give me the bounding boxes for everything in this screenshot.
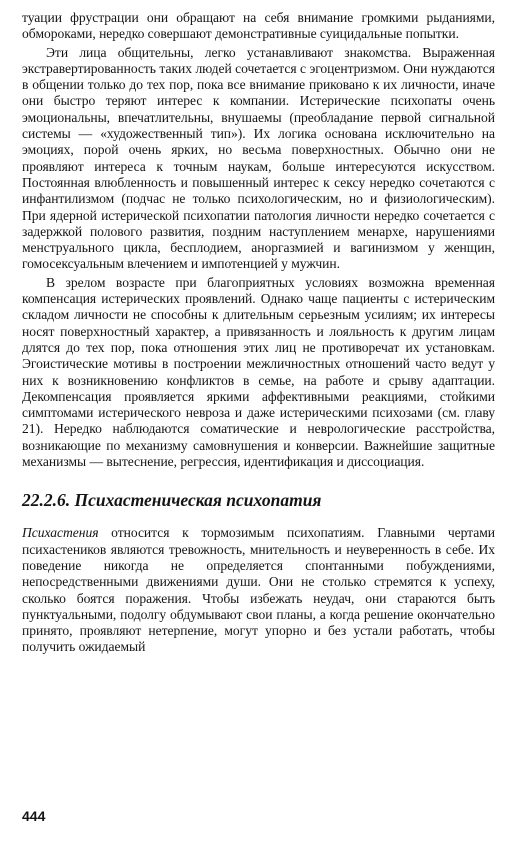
section-heading: 22.2.6. Психастеническая психопатия: [22, 490, 322, 511]
page-number: 444: [22, 808, 46, 824]
book-page: [22, 10, 495, 656]
paragraph-sociability: Эти лица общительны, легко устанавливают знакомства. Выраженная экстравертированность таких людей сочетается с эгоцентризмом. Они нуждаются в общении только до тех пор, пока все внимание приковано к их личности, иначе они быстро теряют интерес к компании. Истерические психопаты очень эмоциональны, впечатлительны, внушаемы (преобладание первой сигнальной системы — «художественный тип»). Их логика основана исключительно на эмоциях, порой очень ярких, но весьма поверхностных. Обычно они не проявляют интереса к точным наукам, больше интересуются искусством. Постоянная влюбленность и повышенный интерес к сексу нередко сочетаются с инфантилизмом (подчас не только психологическим, но и физиологическим). При ядерной истерической психопатии патология личности нередко сочетается с задержкой полового развития, поздним наступлением менархе, нарушениями менструального цикла, бесплодием, аноргазмией и вагинизмом у женщин, гомосексуальным влечением и импотенцией у мужчин.: [22, 44, 495, 272]
paragraph-psychasthenia: [22, 525, 495, 655]
term-psychasthenia: Психастения: [22, 525, 99, 541]
paragraph-continuation: туации фрустрации они обращают на себя внимание громкими рыданиями, обмороками, нередко совершают демонстративные суицидальные попытки.: [22, 10, 495, 42]
paragraph-psychasthenia-text: относится к тормозимым психопатиям. Главными чертами психастеников являются тревожность, мнительность и неуверенность в себе. Их поведение никогда не определяется спонтанными побуждениями, непосредственными движениями души. Они не столько стремятся к успеху, сколько боятся поражения. Чтобы избежать неудач, они стараются быть пунктуальными, подолгу обдумывают свои планы, а когда решение окончательно принято, проявляют нетерпение, могут упорно и без устали работать, чтобы получить ожидаемый: [22, 525, 495, 655]
paragraph-mature-age: В зрелом возрасте при благоприятных условиях возможна временная компенсация истерических проявлений. Однако чаще пациенты с истерическим складом личности не способны к длительным серьезным усилиям; их интересы носят поверхностный характер, а привязанность и лояльность к другим лицам длятся до тех пор, пока отношения этих лиц не противоречат их установкам. Эгоистические мотивы в построении межличностных отношений часто ведут у них к возникновению конфликтов в семье, на работе и срыву адаптации. Декомпенсация проявляется яркими аффективными реакциями, стойкими симптомами истерического невроза и даже истерическими психозами (см. главу 21). Нередко наблюдаются соматические и неврологические расстройства, возникающие по механизму самовнушения и конверсии. Важнейшие защитные механизмы — вытеснение, регрессия, идентификация и диссоциация.: [22, 274, 495, 470]
